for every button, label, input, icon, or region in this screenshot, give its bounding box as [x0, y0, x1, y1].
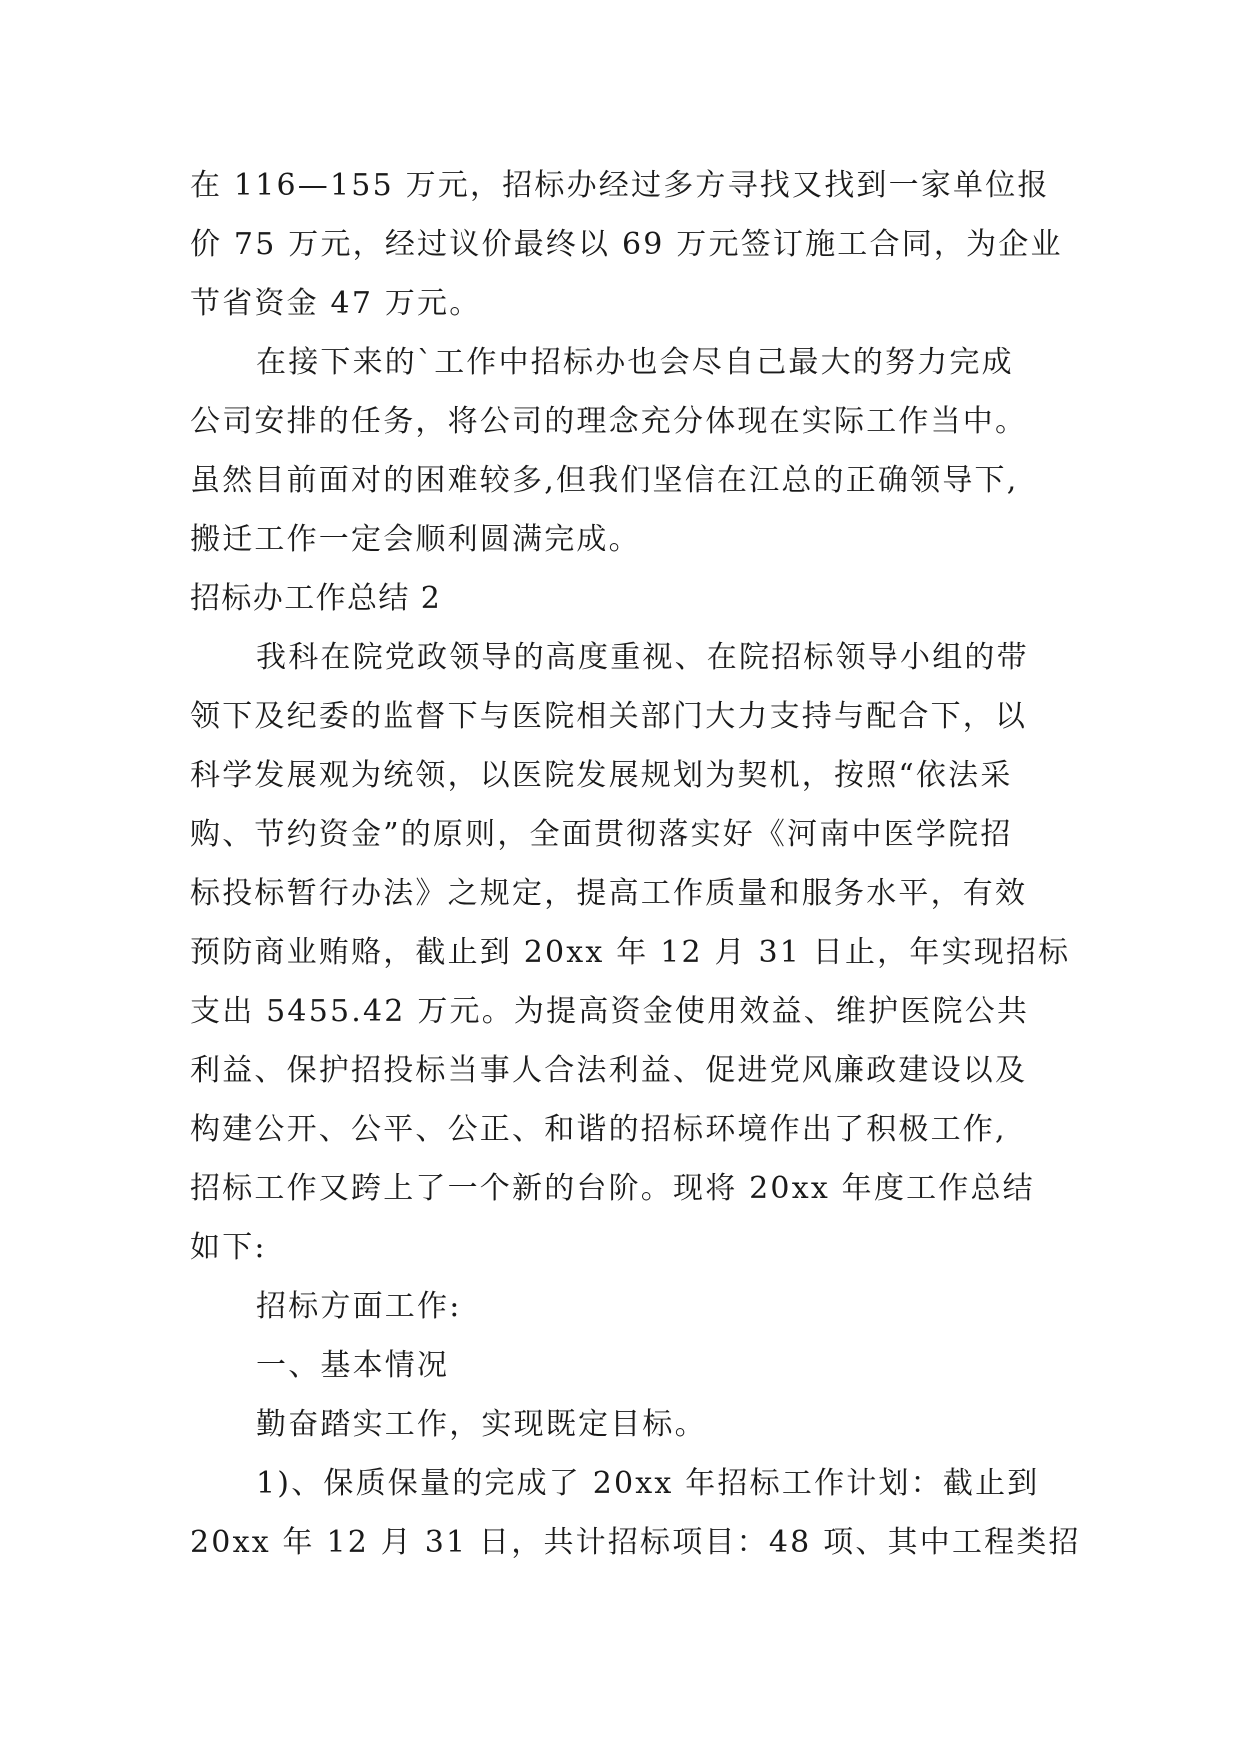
section-heading: 招标办工作总结 2 — [190, 581, 442, 616]
text-line: 20xx 年 12 月 31 日，共计招标项目：48 项、其中工程类招 — [190, 1525, 1081, 1560]
text-line: 领下及纪委的监督下与医院相关部门大力支持与配合下，以 — [190, 699, 1028, 734]
text-line: 在 116—155 万元，招标办经过多方寻找又找到一家单位报 — [190, 168, 1050, 203]
text-line: 公司安排的任务，将公司的理念充分体现在实际工作当中。 — [190, 404, 1028, 439]
text-line: 一、基本情况 — [256, 1348, 450, 1383]
text-line: 招标方面工作: — [256, 1289, 462, 1324]
text-line: 利益、保护招投标当事人合法利益、促进党风廉政建设以及 — [190, 1053, 1028, 1088]
text-line: 如下: — [190, 1230, 267, 1265]
text-line: 预防商业贿赂，截止到 20xx 年 12 月 31 日止，年实现招标 — [190, 935, 1071, 970]
text-line: 招标工作又跨上了一个新的台阶。现将 20xx 年度工作总结 — [190, 1171, 1035, 1206]
text-line: 标投标暂行办法》之规定，提高工作质量和服务水平，有效 — [190, 876, 1028, 911]
text-line: 构建公开、公平、公正、和谐的招标环境作出了积极工作, — [190, 1112, 1007, 1147]
text-line: 科学发展观为统领，以医院发展规划为契机，按照“依法采 — [190, 758, 1013, 793]
text-line: 支出 5455.42 万元。为提高资金使用效益、维护医院公共 — [190, 994, 1030, 1029]
text-line: 勤奋踏实工作，实现既定目标。 — [256, 1407, 707, 1442]
text-line: 我科在院党政领导的高度重视、在院招标领导小组的带 — [256, 640, 1029, 675]
text-line: 节省资金 47 万元。 — [190, 286, 482, 321]
text-line: 在接下来的`工作中招标办也会尽自己最大的努力完成 — [256, 345, 1014, 380]
text-line: 价 75 万元，经过议价最终以 69 万元签订施工合同，为企业 — [190, 227, 1063, 262]
text-line: 搬迁工作一定会顺利圆满完成。 — [190, 522, 641, 557]
text-line: 购、节约资金”的原则，全面贯彻落实好《河南中医学院招 — [190, 817, 1013, 852]
text-line: 虽然目前面对的困难较多,但我们坚信在江总的正确领导下, — [190, 463, 1019, 498]
text-line: 1)、保质保量的完成了 20xx 年招标工作计划：截止到 — [256, 1466, 1040, 1501]
